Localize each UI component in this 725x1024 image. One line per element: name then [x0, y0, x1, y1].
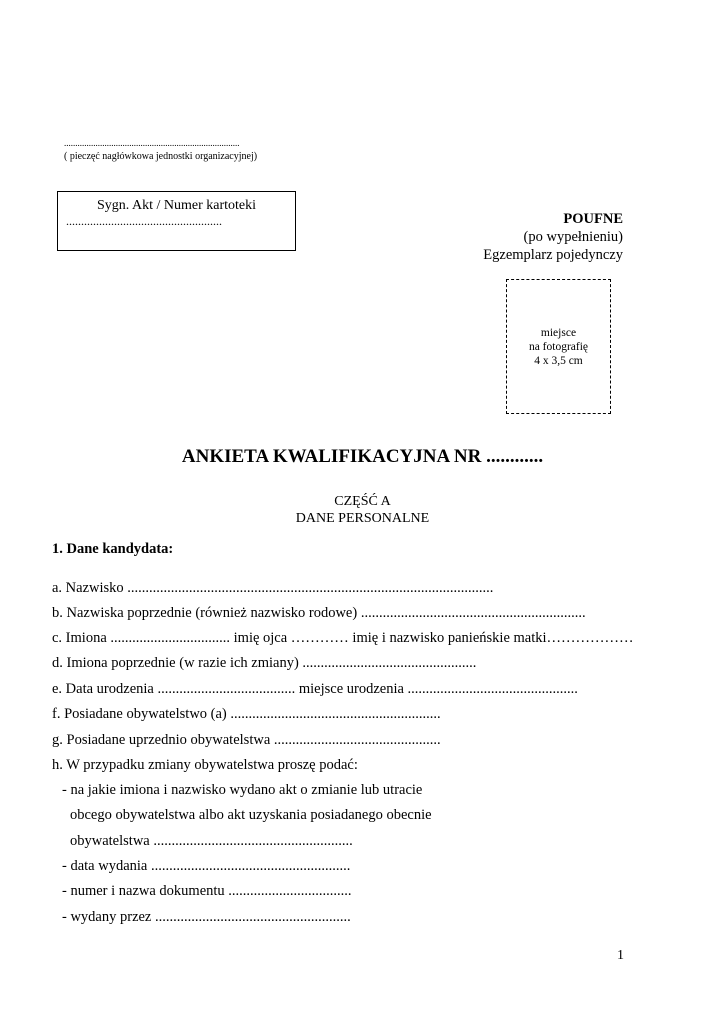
- field-previous-citizenship[interactable]: g. Posiadane uprzednio obywatelstwa ..............................................: [52, 732, 441, 748]
- page-number: 1: [617, 948, 624, 963]
- single-copy-label: Egzemplarz pojedynczy: [483, 247, 623, 263]
- photo-label-line3: 4 x 3,5 cm: [534, 354, 583, 367]
- field-document-number[interactable]: - numer i nazwa dokumentu ..................................: [62, 883, 352, 899]
- file-number-label: Sygn. Akt / Numer kartoteki: [96, 198, 257, 213]
- field-change-names-line1: - na jakie imiona i nazwisko wydano akt o zmianie lub utracie: [62, 782, 423, 798]
- field-citizenship[interactable]: f. Posiadane obywatelstwo (a) ..........................................................: [52, 706, 441, 722]
- part-subtitle: DANE PERSONALNE: [295, 511, 430, 526]
- field-previous-surnames[interactable]: b. Nazwiska poprzednie (również nazwisko rodowe) ..............................................................: [52, 605, 586, 621]
- field-surname[interactable]: a. Nazwisko .....................................................................................................: [52, 580, 494, 596]
- section-heading: 1. Dane kandydata:: [52, 541, 174, 557]
- field-birth-date-place[interactable]: e. Data urodzenia ...................................... miejsce urodzenia ...............................................: [52, 681, 578, 697]
- file-number-field[interactable]: ....................................................: [66, 214, 222, 228]
- photo-placeholder: [506, 279, 611, 414]
- field-change-citizenship[interactable]: obywatelstwa .......................................................: [70, 833, 353, 849]
- field-citizenship-change-heading: h. W przypadku zmiany obywatelstwa proszę podać:: [52, 757, 358, 773]
- form-title: ANKIETA KWALIFIKACYJNA NR ............: [181, 446, 544, 467]
- field-issued-by[interactable]: - wydany przez ......................................................: [62, 909, 351, 925]
- photo-label-line1: miejsce: [540, 326, 577, 339]
- part-heading: [0, 493, 725, 527]
- stamp-caption: ( pieczęć nagłówkowa jednostki organizacyjnej): [64, 151, 258, 162]
- field-previous-names[interactable]: d. Imiona poprzednie (w razie ich zmiany) ................................................: [52, 655, 477, 671]
- classification-block: [483, 210, 623, 264]
- confidential-label: POUFNE: [563, 211, 623, 227]
- part-label: CZĘŚĆ A: [334, 494, 391, 509]
- field-issue-date[interactable]: - data wydania .......................................................: [62, 858, 351, 874]
- field-change-names-line2: obcego obywatelstwa albo akt uzyskania posiadanego obecnie: [70, 807, 432, 823]
- field-names-parents[interactable]: c. Imiona ................................. imię ojca ………… imię i nazwisko panieńskie matki………………: [52, 630, 634, 646]
- stamp-dotted-line: ..............................................................................: [64, 138, 240, 148]
- photo-label-line2: na fotografię: [528, 340, 589, 353]
- when-filled-label: (po wypełnieniu): [523, 229, 623, 245]
- file-number-box: [57, 191, 296, 251]
